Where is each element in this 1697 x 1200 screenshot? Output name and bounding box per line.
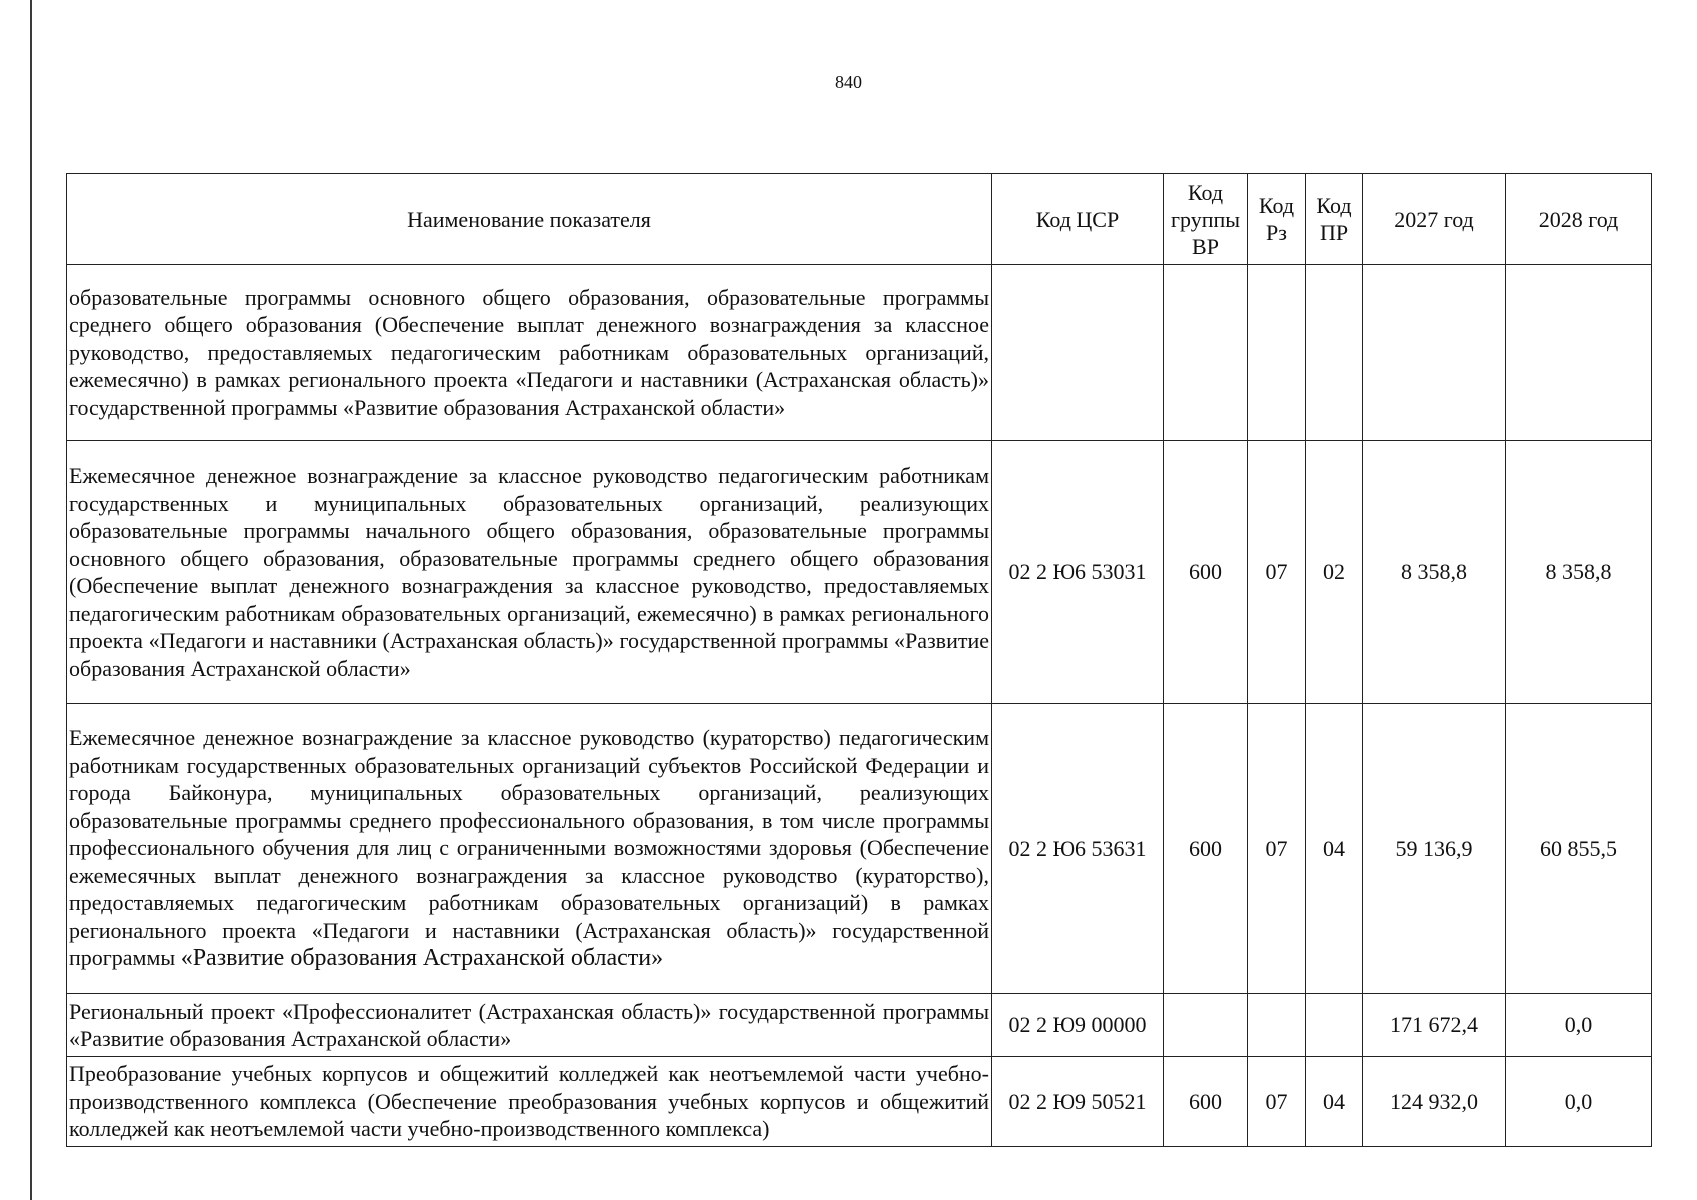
- table-header: [67, 174, 1652, 265]
- row-2028: [1506, 265, 1652, 441]
- row-name: Преобразование учебных корпусов и общежитий колледжей как неотъемлемой части учебно-производственного комплекса (Обеспечение преобразования учебных корпусов и общежитий колледжей как неотъемлемой части учебно-производственного комплекса): [67, 1057, 992, 1147]
- row-2027: [1363, 265, 1506, 441]
- row-rz: 07: [1248, 441, 1306, 704]
- row-csr: [992, 265, 1164, 441]
- table-row: [67, 265, 1652, 441]
- row-name: [67, 704, 992, 994]
- row-2028: 0,0: [1506, 1057, 1652, 1147]
- header-vr: Код группы ВР: [1164, 174, 1248, 265]
- row-csr: 02 2 Ю9 00000: [992, 994, 1164, 1057]
- row-name-last-line: «Развитие образования Астраханской области»: [180, 945, 664, 972]
- row-vr: [1164, 994, 1248, 1057]
- table-row: [67, 441, 1652, 704]
- row-2028: 60 855,5: [1506, 704, 1652, 994]
- table-row: [67, 994, 1652, 1057]
- row-rz: [1248, 265, 1306, 441]
- header-2028: 2028 год: [1506, 174, 1652, 265]
- row-name: Ежемесячное денежное вознаграждение за классное руководство педагогическим работникам государственных и муниципальных образовательных организаций, реализующих образовательные программы начального общего образования, образовательные программы основного общего образования, образовательные программы среднего общего образования (Обеспечение выплат денежного вознаграждения за классное руководство, предоставляемых педагогическим работникам образовательных организаций, ежемесячно) в рамках регионального проекта «Педагоги и наставники (Астраханская область)» государственной программы «Развитие образования Астраханской области»: [67, 441, 992, 704]
- row-pr: [1306, 994, 1363, 1057]
- row-2027: 171 672,4: [1363, 994, 1506, 1057]
- row-rz: 07: [1248, 704, 1306, 994]
- budget-table: [66, 173, 1652, 1147]
- table-body: [67, 265, 1652, 1147]
- row-vr: 600: [1164, 441, 1248, 704]
- header-row: [67, 174, 1652, 265]
- binding-margin-line: [30, 0, 32, 1200]
- header-csr: Код ЦСР: [992, 174, 1164, 265]
- table-row: [67, 704, 1652, 994]
- header-pr: Код ПР: [1306, 174, 1363, 265]
- row-pr: 02: [1306, 441, 1363, 704]
- row-vr: 600: [1164, 704, 1248, 994]
- row-2027: 124 932,0: [1363, 1057, 1506, 1147]
- row-rz: [1248, 994, 1306, 1057]
- row-pr: [1306, 265, 1363, 441]
- row-2028: 8 358,8: [1506, 441, 1652, 704]
- row-name-text: Ежемесячное денежное вознаграждение за классное руководство (кураторство) педагогическим работникам государственных образовательных организаций субъектов Российской Федерации и города Байконура, муниципальных образовательных организаций, реализующих образовательные программы среднего профессионального образования, в том числе программы профессионального обучения для лиц с ограниченными возможностями здоровья (Обеспечение ежемесячных выплат денежного вознаграждения за классное руководство (кураторство), предоставляемых педагогическим работникам образовательных организаций) в рамках регионального проекта «Педагоги и наставники (Астраханская область)» государственной программы: [69, 725, 989, 971]
- row-name: образовательные программы основного общего образования, образовательные программы среднего общего образования (Обеспечение выплат денежного вознаграждения за классное руководство, предоставляемых педагогическим работникам образовательных организаций, ежемесячно) в рамках регионального проекта «Педагоги и наставники (Астраханская область)» государственной программы «Развитие образования Астраханской области»: [67, 265, 992, 441]
- header-name: Наименование показателя: [67, 174, 992, 265]
- row-rz: 07: [1248, 1057, 1306, 1147]
- header-2027: 2027 год: [1363, 174, 1506, 265]
- table-row: [67, 1057, 1652, 1147]
- row-vr: 600: [1164, 1057, 1248, 1147]
- row-2027: 59 136,9: [1363, 704, 1506, 994]
- row-2028: 0,0: [1506, 994, 1652, 1057]
- row-name: Региональный проект «Профессионалитет (Астраханская область)» государственной программы «Развитие образования Астраханской области»: [67, 994, 992, 1057]
- row-pr: 04: [1306, 704, 1363, 994]
- row-csr: 02 2 Ю6 53031: [992, 441, 1164, 704]
- page-number: 840: [835, 72, 862, 92]
- row-csr: 02 2 Ю9 50521: [992, 1057, 1164, 1147]
- row-pr: 04: [1306, 1057, 1363, 1147]
- row-2027: 8 358,8: [1363, 441, 1506, 704]
- row-csr: 02 2 Ю6 53631: [992, 704, 1164, 994]
- header-rz: Код Рз: [1248, 174, 1306, 265]
- row-vr: [1164, 265, 1248, 441]
